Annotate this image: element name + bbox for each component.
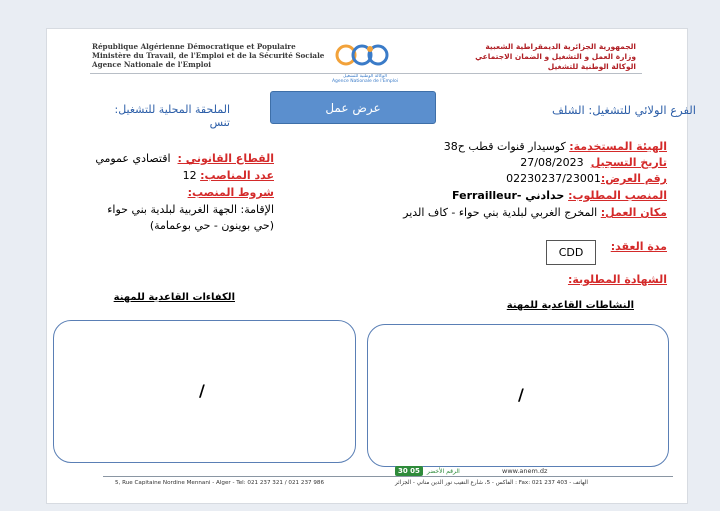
activities-value: / [518, 385, 524, 404]
header-divider [90, 73, 642, 74]
number-value: 02230237/23001 [506, 172, 601, 185]
position-row [452, 189, 667, 202]
footer-green-line [395, 466, 460, 476]
contract-value-box [546, 240, 596, 265]
posts-value: 12 [182, 169, 197, 182]
posts-label: عدد المناصب: [200, 169, 274, 182]
footer-address-fr: 5, Rue Capitaine Nordine Mennani - Alger - Tel: 021 237 321 / 021 237 986 [115, 480, 325, 486]
competencies-box [53, 320, 356, 463]
residence-line2: (حي بوينون - حي بوعمامة) [149, 219, 274, 232]
conditions-label: شروط المنصب: [187, 186, 274, 199]
conditions-row [188, 186, 274, 199]
position-label: المنصب المطلوب: [568, 189, 667, 202]
logo-caption-ar: الوكالة الوطنية للتشغيل [343, 74, 387, 79]
green-number: 30 05 [395, 466, 423, 476]
sector-value: اقتصادي عمومي [95, 152, 171, 165]
header-ar-line3: الوكالة الوطنية للتشغيل [547, 62, 636, 71]
workplace-row [403, 206, 667, 219]
position-value: حدادني -Ferrailleur [452, 189, 569, 202]
sector-row [95, 152, 274, 165]
employer-value: كوسيدار قنوات قطب ح38 [443, 140, 570, 153]
offer-title-box [270, 91, 436, 124]
header-fr-line2: Ministère du Travail, de l'Emploi et de la Sécurité Sociale [92, 51, 325, 60]
header-fr-line1: République Algérienne Démocratique et Populaire [92, 42, 296, 51]
activities-title: النشاطات القاعدية للمهنة [506, 300, 634, 311]
workplace-label: مكان العمل: [600, 206, 667, 219]
header-ar-line1: الجمهورية الجزائرية الديمقراطية الشعبية [485, 42, 636, 51]
diploma-row [568, 273, 667, 286]
activities-box [367, 324, 669, 467]
employer-row [444, 140, 667, 153]
header-ar-line2: وزارة العمل و التشغيل و الضمان الاجتماعي [475, 52, 636, 61]
residence-line1: الإقامة: الجهة الغربية لبلدية بني حواء [107, 203, 274, 216]
anem-logo [330, 40, 400, 84]
employer-label: الهيئة المستخدمة: [569, 140, 667, 153]
date-label: تاريخ التسجيل [590, 156, 667, 169]
contract-row [611, 240, 667, 253]
green-label: الرقم الأخضر [426, 467, 460, 475]
footer-website: www.anem.dz [502, 467, 548, 475]
number-label: رقم العرض: [600, 172, 667, 185]
date-value: 27/08/2023 [520, 156, 584, 169]
header-fr [92, 42, 324, 69]
contract-label: مدة العقد: [610, 240, 667, 253]
date-row [520, 156, 667, 169]
logo-caption-fr: Agence Nationale de l'Emploi [331, 79, 399, 84]
header-ar [475, 42, 636, 72]
contract-value: CDD [558, 246, 584, 259]
footer-address-ar: الهاتف - Fax: 021 237 403 : الفاكس - 5، شارع النقيب نور الدين مناني - الجزائر [395, 480, 588, 486]
header-fr-line3: Agence Nationale de l'Emploi [92, 60, 212, 69]
anem-logo-icon [330, 40, 400, 70]
diploma-label: الشهادة المطلوبة: [567, 273, 667, 286]
sector-label: القطاع القانوني : [177, 152, 274, 165]
agency-annex: الملحقة المحلية للتشغيل: تنس [114, 103, 230, 129]
posts-row [183, 169, 274, 182]
competencies-title: الكفاءات القاعدية للمهنة [113, 292, 235, 303]
offer-title: عرض عمل [325, 100, 381, 115]
competencies-value: / [199, 381, 205, 400]
agency-branch: الفرع الولائي للتشغيل: الشلف [552, 103, 696, 117]
footer-divider [103, 476, 673, 477]
workplace-value: المخرج الغربي لبلدية بني حواء - كاف الدير [403, 206, 601, 219]
number-row [506, 172, 667, 185]
